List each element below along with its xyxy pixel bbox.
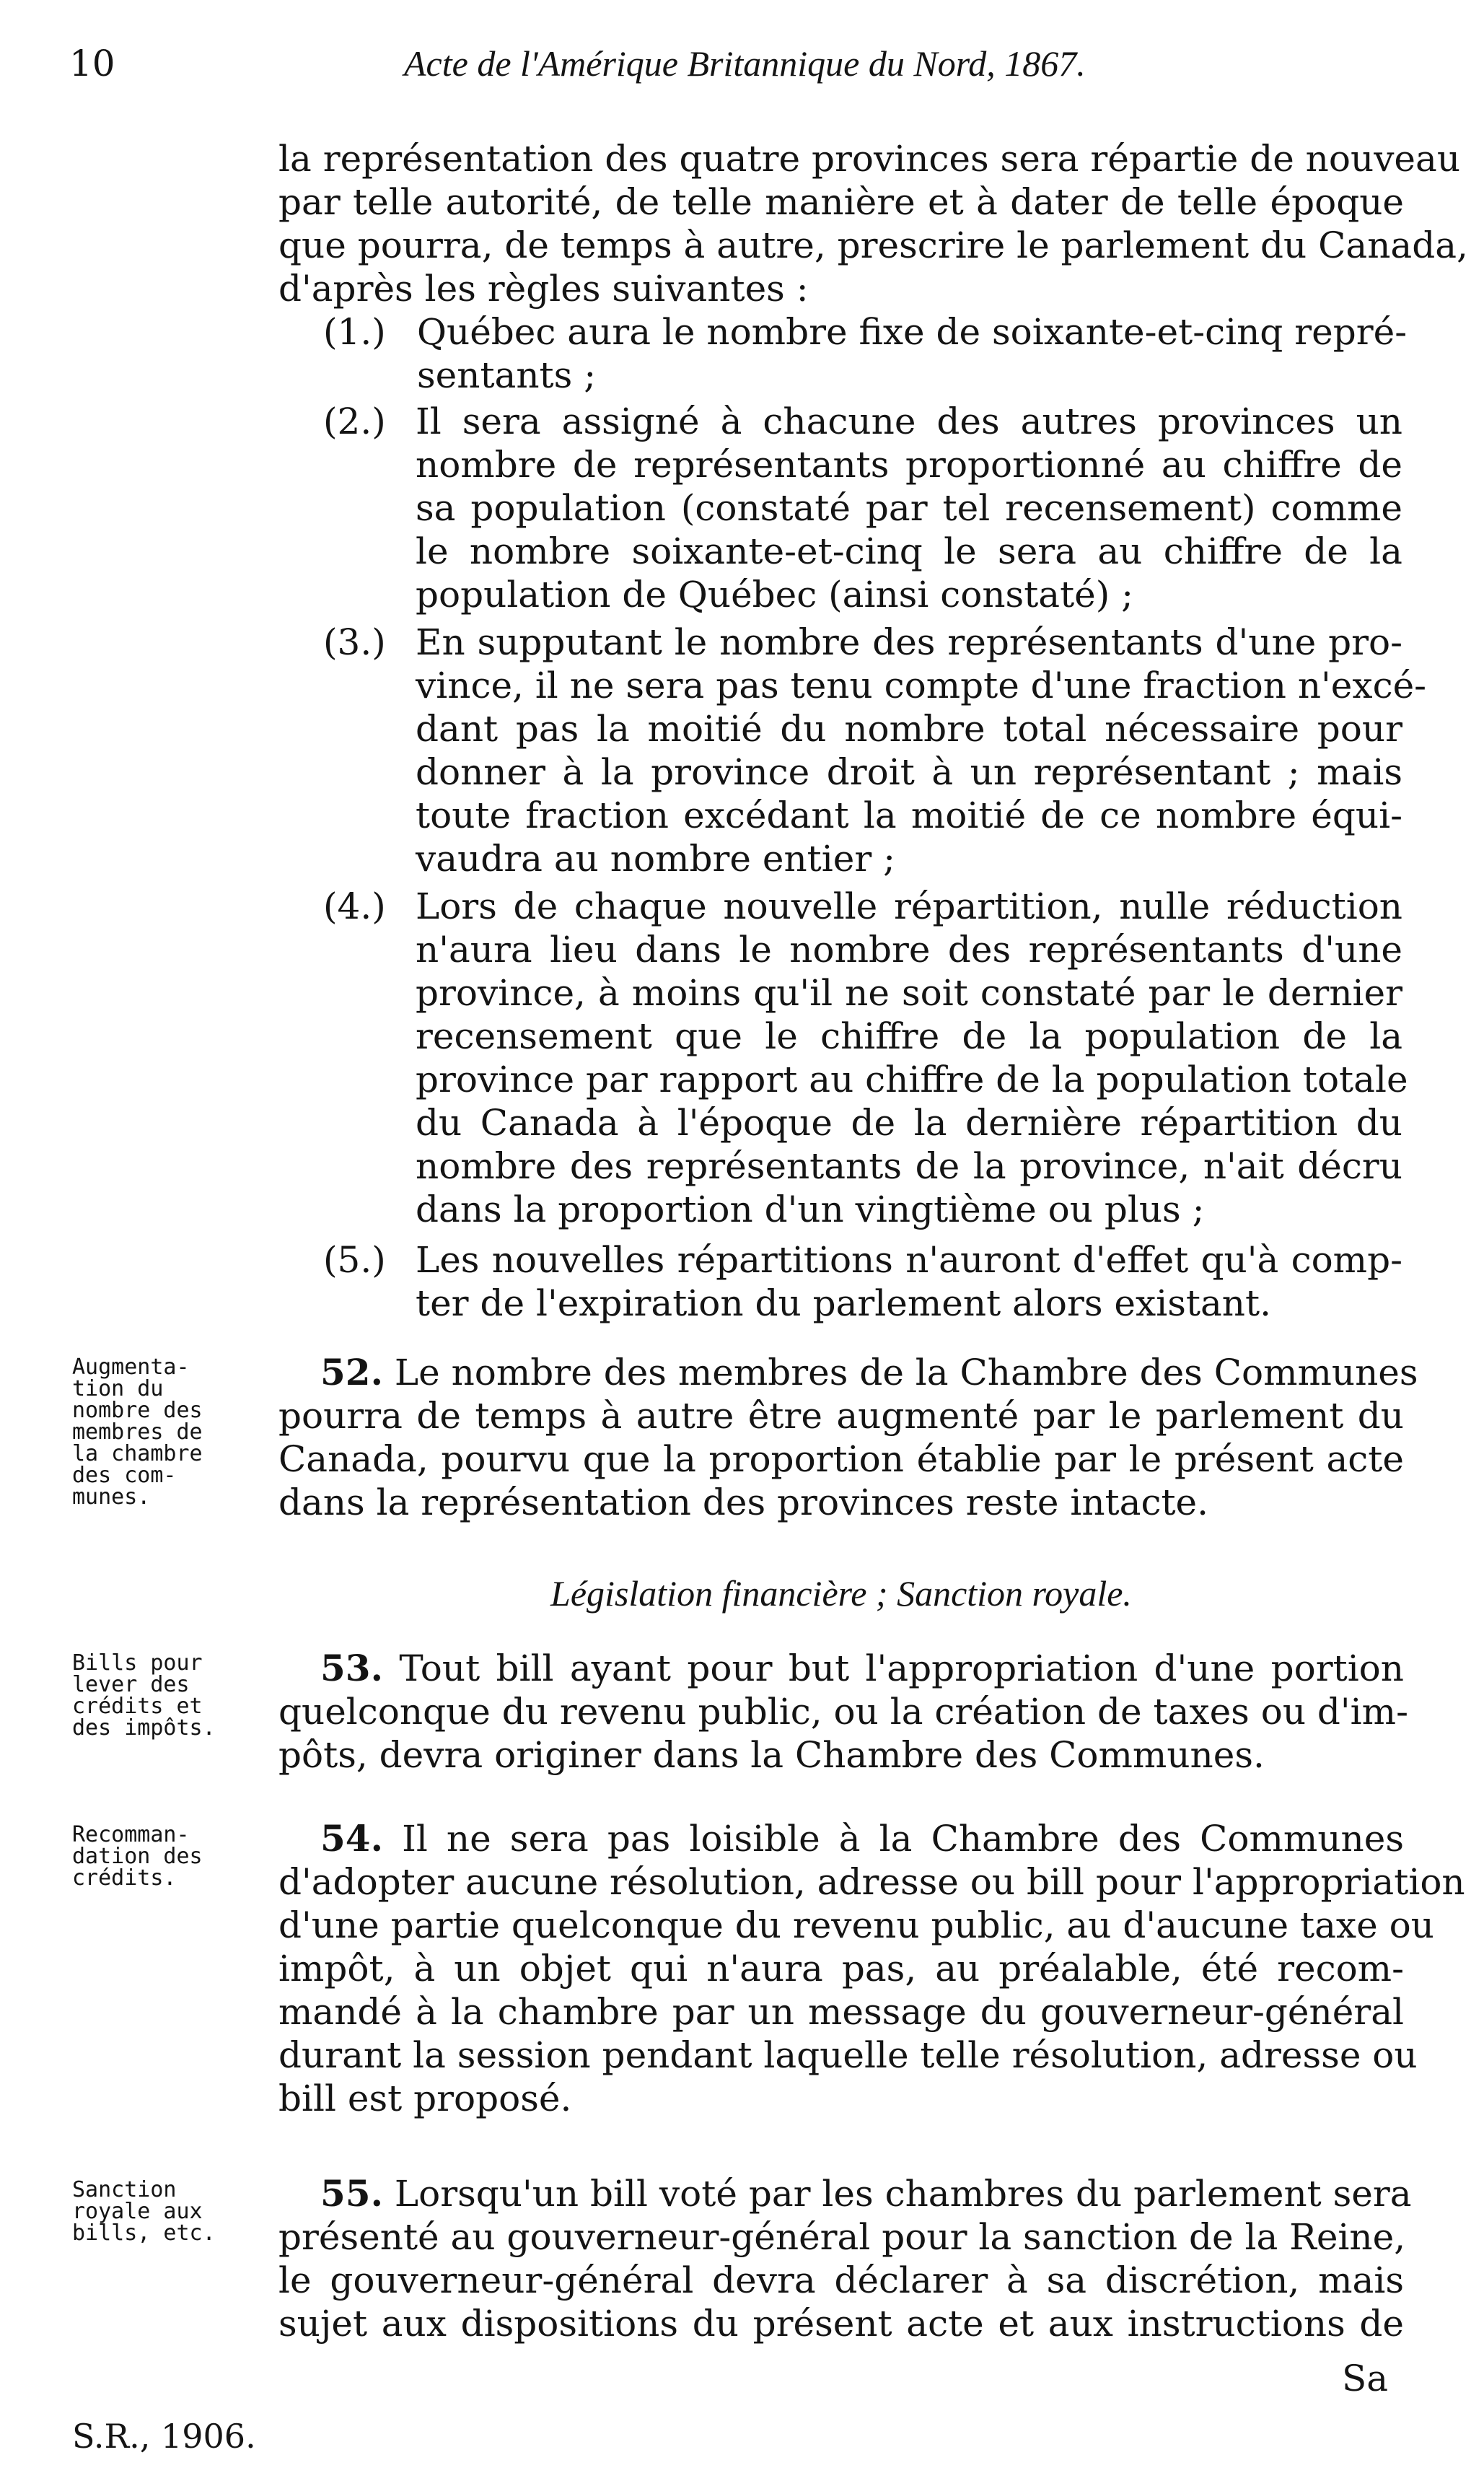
text-line: impôt, à un objet qui n'aura pas, au préalable, été recom- [278,1948,1404,1990]
rule-number: (4.) [323,885,386,927]
margin-note: Sanction royale aux bills, etc. [72,2177,216,2246]
text-line: Québec aura le nombre fixe de soixante-et-cinq repré- [417,311,1408,353]
text-line: d'adopter aucune résolution, adresse ou bill pour l'appropriation [278,1861,1465,1903]
text-line: recensement que le chiffre de la population de la [416,1015,1402,1057]
text-line: n'aura lieu dans le nombre des représentants d'une [416,929,1402,971]
text-line: nombre de représentants proportionné au chiffre de [416,444,1402,486]
text-line: présenté au gouverneur-général pour la sanction de la Reine, [278,2216,1406,2258]
rule-number: (1.) [323,311,386,353]
section-54 [278,1817,1465,2120]
text-line: province, à moins qu'il ne soit constaté par le dernier [416,972,1402,1014]
text-line: ter de l'expiration du parlement alors existant. [416,1282,1271,1324]
text-line: 53. Tout bill ayant pour but l'appropriation d'une portion [320,1647,1404,1689]
text-line: d'après les règles suivantes : [278,268,809,310]
text-line: mandé à la chambre par un message du gouverneur-général [278,1991,1404,2033]
page-footer: S.R., 1906. [72,2417,256,2456]
section-53 [278,1647,1408,1777]
text-line: le gouverneur-général devra déclarer à sa discrétion, mais [278,2259,1404,2301]
section-number: 55. [320,2172,383,2215]
catchword: Sa [1342,2358,1389,2399]
text-line: durant la session pendant laquelle telle résolution, adresse ou [278,2034,1418,2076]
text-line: dans la représentation des provinces reste intacte. [278,1481,1209,1523]
text-line: pourra de temps à autre être augmenté par le parlement du [278,1395,1404,1437]
text-line: du Canada à l'époque de la dernière répartition du [416,1102,1402,1144]
section-number: 54. [320,1817,383,1860]
section-subheading: Législation financière ; Sanction royale. [550,1573,1132,1614]
intro-paragraph [278,137,1468,310]
text-line: sujet aux dispositions du présent acte et aux instructions de [278,2303,1404,2345]
rule-number: (2.) [323,401,386,442]
section-number: 53. [320,1647,383,1689]
running-title: Acte de l'Amérique Britannique du Nord, 1867. [404,43,1086,84]
rule-number: (5.) [323,1239,386,1281]
margin-note: Augmenta- tion du nombre des membres de la chambre des com- munes. [72,1354,203,1510]
text-line: province par rapport au chiffre de la population totale [416,1059,1408,1100]
text-line: En supputant le nombre des représentants d'une pro- [416,621,1402,663]
text-line: 54. Il ne sera pas loisible à la Chambre des Communes [320,1817,1404,1860]
page-number: 10 [69,43,115,84]
text-line: toute fraction excédant la moitié de ce nombre équi- [416,795,1402,836]
text-line: vaudra au nombre entier ; [416,838,895,880]
text-line: le nombre soixante-et-cinq le sera au chiffre de la [416,530,1402,572]
text-line: Lors de chaque nouvelle répartition, nulle réduction [416,885,1402,927]
text-line: dans la proportion d'un vingtième ou plus ; [416,1189,1205,1230]
text-line: 55. Lorsqu'un bill voté par les chambres du parlement sera [320,2172,1412,2215]
text-line: la représentation des quatre provinces sera répartie de nouveau [278,138,1461,180]
text-line: Canada, pourvu que la proportion établie par le présent acte [278,1438,1404,1480]
text-line: dant pas la moitié du nombre total nécessaire pour [416,708,1402,750]
text-line: Les nouvelles répartitions n'auront d'effet qu'à comp- [416,1239,1402,1281]
text-line: sa population (constaté par tel recensement) comme [416,487,1402,529]
text-line: nombre des représentants de la province, n'ait décru [416,1145,1402,1187]
text-line: vince, il ne sera pas tenu compte d'une fraction n'excé- [416,665,1427,706]
rule-number: (3.) [323,621,386,663]
margin-note: Recomman- dation des crédits. [72,1822,203,1891]
text-line: d'une partie quelconque du revenu public, au d'aucune taxe ou [278,1904,1434,1946]
text-line: population de Québec (ainsi constaté) ; [416,574,1134,616]
section-number: 52. [320,1351,383,1393]
section-55 [278,2172,1412,2345]
text-line: pôts, devra originer dans la Chambre des Communes. [278,1734,1265,1776]
text-line: quelconque du revenu public, ou la création de taxes ou d'im- [278,1691,1408,1733]
text-line: donner à la province droit à un représentant ; mais [416,751,1402,793]
text-line: Il sera assigné à chacune des autres provinces un [416,401,1402,442]
text-line: par telle autorité, de telle manière et à dater de telle époque [278,181,1404,223]
text-line: sentants ; [417,354,597,396]
text-line: que pourra, de temps à autre, prescrire le parlement du Canada, [278,224,1468,266]
text-line: bill est proposé. [278,2078,572,2119]
margin-note: Bills pour lever des crédits et des impôts. [72,1650,216,1741]
section-52 [278,1351,1418,1524]
text-line: 52. Le nombre des membres de la Chambre des Communes [320,1351,1418,1393]
